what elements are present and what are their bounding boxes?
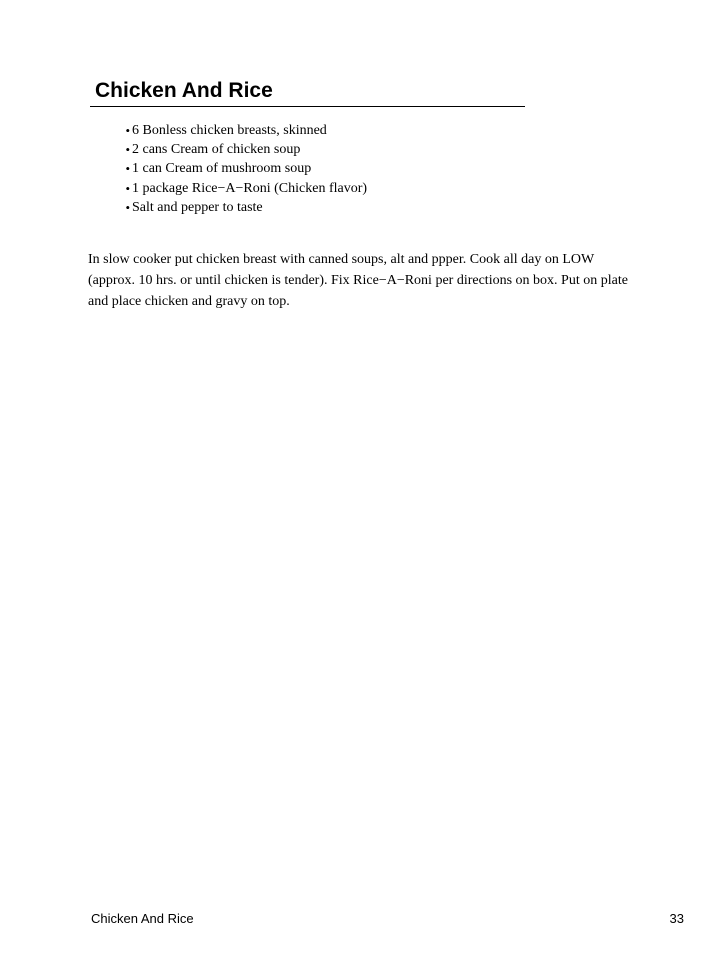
- ingredient-text: 1 package Rice−A−Roni (Chicken flavor): [132, 180, 368, 196]
- list-item: [108, 198, 367, 217]
- bullet-icon: •: [125, 142, 130, 158]
- bullet-icon: •: [125, 180, 130, 196]
- ingredient-text: 2 cans Cream of chicken soup: [132, 142, 301, 158]
- bullet-icon: •: [125, 123, 130, 138]
- ingredient-text: 1 can Cream of mushroom soup: [132, 161, 312, 177]
- footer-title: Chicken And Rice: [91, 911, 194, 926]
- ingredient-list: [108, 121, 367, 217]
- list-item: [108, 159, 367, 178]
- recipe-directions: In slow cooker put chicken breast with canned soups, alt and ppper. Cook all day on LOW (approx. 10 hrs. or until chicken is tender). Fix Rice−A−Roni per directions on box. Put on plate and place chicken and gravy on top.: [88, 252, 628, 309]
- bullet-icon: •: [125, 199, 130, 215]
- list-item: [108, 140, 367, 159]
- bullet-icon: •: [125, 161, 130, 177]
- recipe-title: Chicken And Rice: [95, 79, 273, 102]
- list-item: [108, 121, 367, 140]
- ingredient-text: 6 Bonless chicken breasts, skinned: [132, 123, 327, 138]
- page-number: 33: [669, 911, 684, 926]
- list-item: [108, 179, 367, 198]
- title-underline: [90, 106, 525, 107]
- ingredient-text: Salt and pepper to taste: [132, 199, 263, 215]
